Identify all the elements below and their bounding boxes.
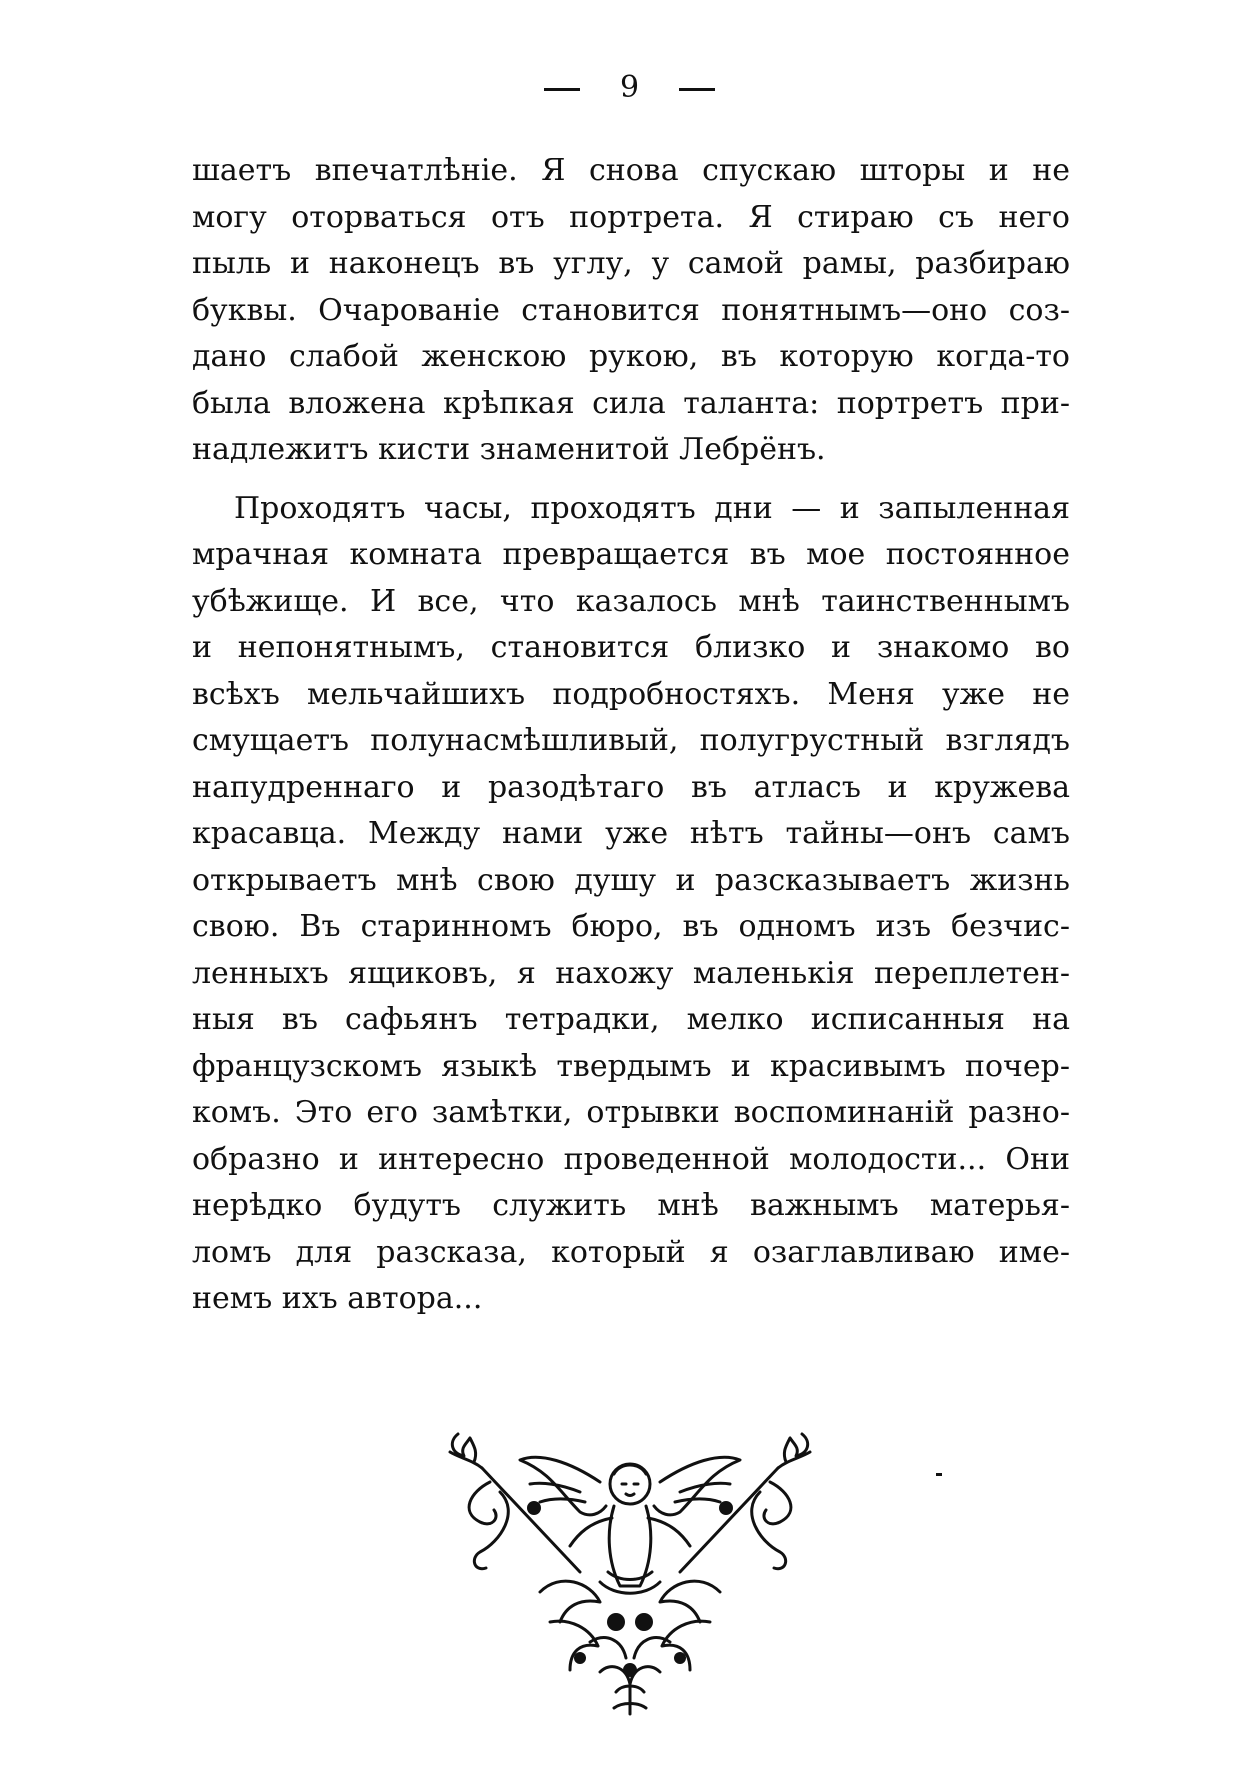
text-line: Проходятъ часы, проходятъ дни — и запыленная [234,490,1070,526]
text-line: могу оторваться отъ портрета. Я стираю съ него [192,199,1070,235]
text-line: надлежитъ кисти знаменитой Лебрёнъ. [192,432,826,467]
paragraph-1 [192,148,1070,474]
text-line: и непонятнымъ, становится близко и знакомо во [192,630,1070,665]
text-line: ленныхъ ящиковъ, я нахожу маленькія переплетен- [192,955,1070,991]
text-line: пыль и наконецъ въ углу, у самой рамы, разбираю [192,246,1070,281]
header-dash-left [544,88,580,91]
text-line: напудреннаго и разодѣтаго въ атласъ и кружева [192,769,1070,805]
text-line: дано слабой женскою рукою, въ которую когда-то [192,339,1070,374]
page-header [0,70,1259,105]
text-line: открываетъ мнѣ свою душу и разсказываетъ жизнь [192,862,1070,898]
text-line: буквы. Очарованіе становится понятнымъ—оно соз- [192,292,1070,328]
paragraph-2 [192,486,1070,1323]
text-line: французскомъ языкѣ твердымъ и красивымъ почер- [192,1048,1070,1084]
body-text [192,148,1070,1323]
text-line: свою. Въ старинномъ бюро, въ одномъ изъ безчис- [192,909,1070,944]
text-line: всѣхъ мельчайшихъ подробностяхъ. Меня уже не [192,676,1070,712]
text-line: шаетъ впечатлѣніе. Я снова спускаю шторы и не [192,153,1070,188]
text-line: ломъ для разсказа, который я озаглавливаю име- [192,1234,1070,1270]
text-line: смущаетъ полунасмѣшливый, полугрустный взглядъ [192,723,1070,758]
paragraph-gap [192,474,1070,486]
text-line: комъ. Это его замѣтки, отрывки воспоминаній разно- [192,1095,1070,1130]
cherub-vignette-icon [430,1422,830,1722]
stray-ink-mark [936,1473,942,1476]
header-dash-right [679,88,715,91]
text-line: была вложена крѣпкая сила таланта: портретъ при- [192,385,1070,421]
page-number: 9 [619,70,640,105]
text-line: мрачная комната превращается въ мое постоянное [192,537,1070,572]
text-line: немъ ихъ автора... [192,1281,483,1316]
text-line: убѣжище. И все, что казалось мнѣ таинственнымъ [192,583,1070,619]
text-line: нерѣдко будутъ служить мнѣ важнымъ матерья- [192,1188,1070,1223]
text-line: образно и интересно проведенной молодости... Они [192,1141,1070,1177]
text-line: красавца. Между нами уже нѣтъ тайны—онъ самъ [192,816,1070,851]
text-line: ныя въ сафьянъ тетрадки, мелко исписанныя на [192,1002,1070,1037]
